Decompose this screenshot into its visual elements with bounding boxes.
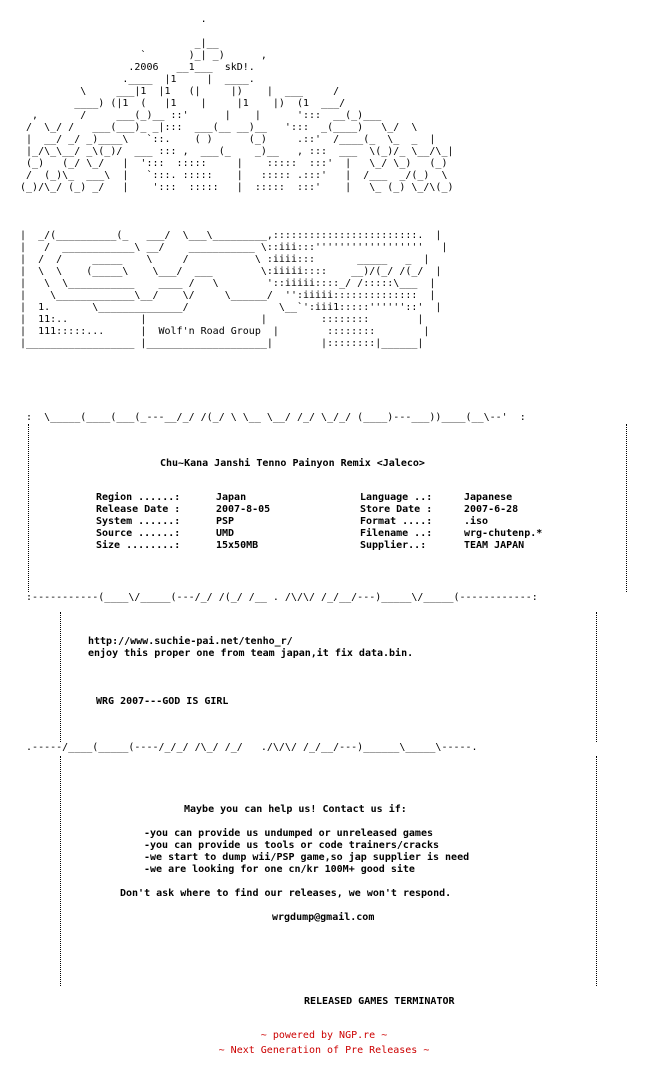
ascii-art-line: / \_/ / ___(___)_ _|::: ___(__ __)__ '::: _(____) \_/ \ [14, 122, 418, 133]
box-border [596, 756, 597, 986]
contact-email: wrgdump@gmail.com [272, 912, 375, 923]
field-label: Release Date : [96, 504, 181, 515]
release-url: http://www.suchie-pai.net/tenho_r/ [88, 636, 293, 647]
field-value: wrg-chutenp.* [464, 528, 543, 539]
ascii-art-line: | 11:.. | | :::::::: | [14, 314, 424, 325]
contact-item: -you can provide us tools or code trainers/cracks [144, 840, 440, 851]
field-label: Region ......: [96, 492, 181, 503]
ascii-art-line: |_/\_\__/ _\(_)/ ___ ::: , ___(_ _)__ , ::: ___ \(_)/_ \__/\_| [14, 146, 454, 157]
ascii-art-line [14, 26, 648, 38]
release-divider-bottom: :-----------(____\/_____(---/_/ /(_/ /__ . /\/\/ /_/__/---)_____\/_____(------------: [14, 592, 538, 603]
contact-item: -we are looking for one cn/kr 100M+ good site [144, 864, 415, 875]
box-border [60, 756, 61, 986]
field-label: Filename ..: [360, 528, 433, 539]
release-title: Chu~Kana Janshi Tenno Painyon Remix <Jaleco> [160, 458, 425, 469]
box-border [596, 612, 597, 742]
ascii-art-line: / (_)\_ ___\ | `:::. ::::: | ::::: .:::' | /___ _/(_) \ [14, 170, 448, 181]
ascii-art-line: , / ___(_)__ ::' | | '::: __(_)___ [14, 110, 382, 121]
field-value: Japan [216, 492, 247, 503]
contact-item: -we start to dump wii/PSP game,so jap supplier is need [144, 852, 470, 863]
notes-divider: .-----/____(_____(----/_/_/ /\_/ /_/ ./\/\/ /_/__/---)______\_____\-----. [14, 742, 478, 753]
field-value: .iso [464, 516, 489, 527]
ascii-art-line: | 111:::::... | Wolf'n Road Group | :::::::: | [14, 326, 430, 337]
ascii-art-line: .2006 __1___ skD!. [14, 62, 255, 73]
field-value: 15x50MB [216, 540, 259, 551]
ascii-art-line: \ ___|1 |1 (| |) | ___ / [14, 86, 340, 97]
ascii-art-line: | 1. \______________/ \__`':iii1:::::''''''::' | [14, 302, 442, 313]
field-label: Source ......: [96, 528, 181, 539]
ascii-art-line: . [14, 14, 207, 25]
ascii-art-line: (_) (_/ \_/ | '::: ::::: | ::::: :::' | \_/ \_) (_) [14, 158, 448, 169]
footer-line: ~ powered by NGP.re ~ [260, 1030, 388, 1041]
field-value: Japanese [464, 492, 513, 503]
box-border [626, 424, 627, 592]
ascii-art-line: (_)/\_/ (_) _/ | '::: ::::: | ::::: :::' | \_ (_) \_/\(_) [14, 182, 454, 193]
field-label: Supplier..: [360, 540, 427, 551]
ascii-art-line: ____) (|1 ( |1 | |1 |) (1 ___/ [14, 98, 346, 109]
ascii-art-line: | __/ _/ _)____\ `::. ( ) (_) .::' /____(_ \_ _ | [14, 134, 436, 145]
field-value: PSP [216, 516, 235, 527]
field-label: Store Date : [360, 504, 433, 515]
field-label: Language ..: [360, 492, 433, 503]
ascii-art-line: |__________________ |____________________| |::::::::|______| [14, 338, 424, 349]
box-border [28, 424, 29, 592]
field-label: Format ....: [360, 516, 433, 527]
ascii-art-line: | \ \ (_____\ \___/ ___ \:iiiii:::: __)/(_/ /(_/ | [14, 266, 442, 277]
contact-item: -you can provide us undumped or unreleased games [144, 828, 433, 839]
release-comment: enjoy this proper one from team japan,it fix data.bin. [88, 648, 414, 659]
ascii-art-line: | / / _____ \ / \ :iiii::: _____ _ | [14, 254, 430, 265]
ascii-art-line: | \ \___________ ____ / \ '::iiiii::::_/ /:::::\___ | [14, 278, 436, 289]
field-label: Size ........: [96, 540, 181, 551]
ascii-art-line: .____ |1 | ____. [14, 74, 255, 85]
contact-heading: Maybe you can help us! Contact us if: [184, 804, 407, 815]
field-value: UMD [216, 528, 235, 539]
ascii-art-line: ` )_| _) , [14, 50, 267, 61]
field-value: 2007-6-28 [464, 504, 519, 515]
box-border [60, 612, 61, 742]
release-divider-top: : \_____(____(___(_---__/_/ /(_/ \ \__ \__/ /_/ \_/_/ (____)---___))____(__\--' : [14, 412, 526, 423]
footer-line: ~ Next Generation of Pre Releases ~ [218, 1045, 430, 1056]
ascii-art-line: _|__ [14, 38, 219, 49]
ascii-art-line: | \_____________\__/ \/ \______/ '':iiiii:::::::::::::: | [14, 290, 436, 301]
field-label: System ......: [96, 516, 181, 527]
field-value: 2007-8-05 [216, 504, 271, 515]
group-motto: WRG 2007---GOD IS GIRL [96, 696, 229, 707]
ascii-art-line: | / ____________\ __/ ___________ \::iii:::'''''''''''''''''' | [14, 242, 448, 253]
contact-warning: Don't ask where to find our releases, we won't respond. [120, 888, 452, 899]
field-value: TEAM JAPAN [464, 540, 525, 551]
ascii-art-line: | _/(__________(_ ___/ \___\_________,::::::::::::::::::::::::. | [14, 230, 442, 241]
tagline: RELEASED GAMES TERMINATOR [304, 996, 455, 1007]
